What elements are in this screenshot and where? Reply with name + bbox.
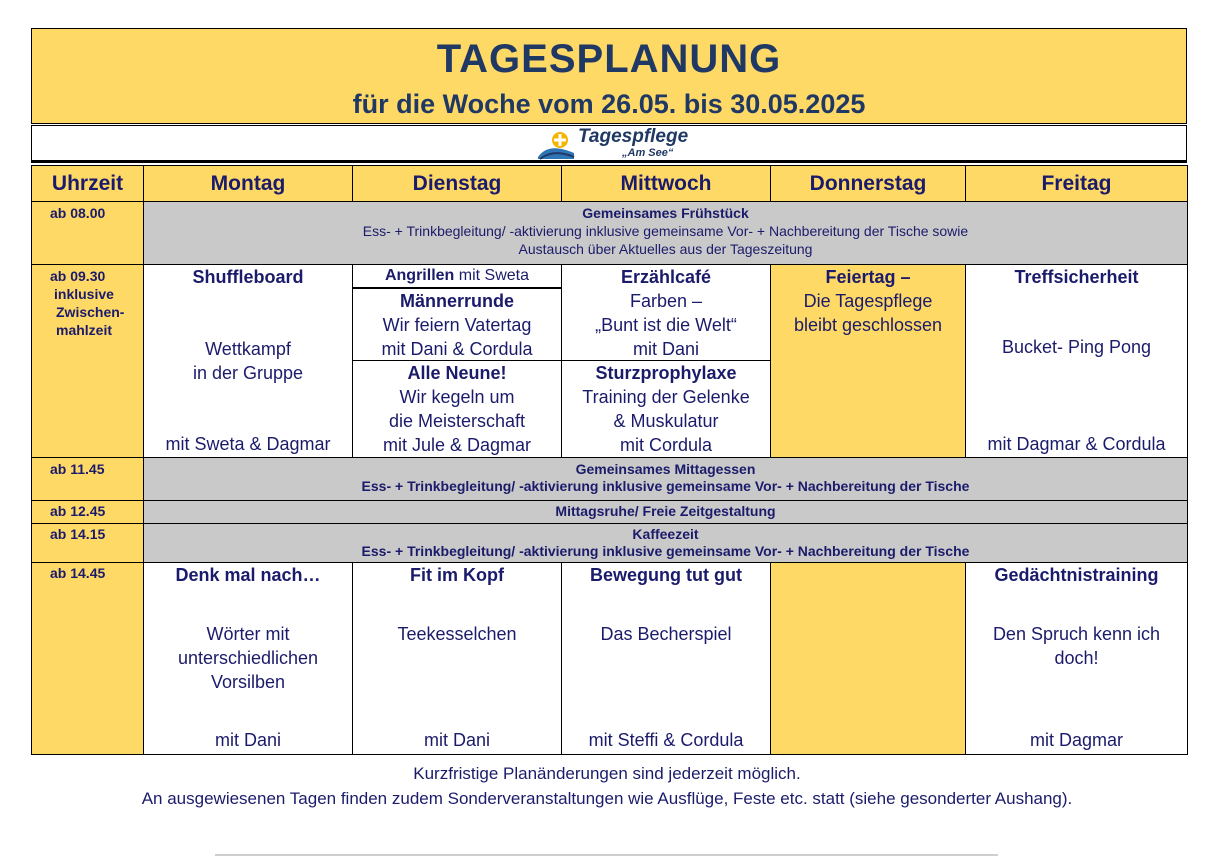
sun-lake-logo-icon: [536, 129, 576, 161]
activity-title: Alle Neune!: [407, 363, 507, 383]
schedule-table: [31, 165, 1188, 755]
activity-staff: mit Dagmar & Cordula: [987, 434, 1166, 454]
time-cell: ab 11.45: [32, 458, 144, 501]
lunch-cell: [144, 458, 1188, 501]
activity-staff: mit Sweta & Dagmar: [165, 434, 331, 454]
activity-cell-friday: [966, 265, 1188, 458]
time-note-line: mahlzeit: [56, 322, 113, 338]
activity-staff: mit Dagmar: [1029, 730, 1123, 750]
description-line: mit Cordula: [619, 435, 713, 455]
description-line: Farben –: [629, 291, 703, 311]
logo-bar: [31, 125, 1187, 163]
activity-staff: mit Steffi & Cordula: [588, 730, 744, 750]
title-banner: [31, 28, 1187, 124]
col-header-thursday: Donnerstag: [771, 166, 966, 202]
coffee-title: Kaffeezeit: [632, 526, 699, 542]
subactivity-bowling: [353, 361, 561, 457]
row-0800: [32, 202, 1188, 265]
activity-cell-tuesday: [353, 265, 562, 458]
time-cell: ab 14.15: [32, 524, 144, 563]
activity-title: Shuffleboard: [192, 267, 304, 287]
activity-cell-wednesday: [562, 265, 771, 458]
description-line: unterschiedlichen: [177, 647, 319, 668]
activity-title: Angrillen: [384, 267, 455, 284]
activity-description: Teekesselchen: [397, 623, 517, 644]
activity-cell-friday: [966, 563, 1188, 755]
activity-title: Fit im Kopf: [410, 565, 504, 585]
lunch-line: Ess- + Trinkbegleitung/ -aktivierung inklusive gemeinsame Vor- + Nachbereitung der Tische: [361, 478, 970, 494]
activity-description: [144, 337, 352, 385]
activity-description: Das Becherspiel: [600, 623, 732, 644]
activity-cell-monday: [144, 563, 353, 755]
breakfast-line-1: Ess- + Trinkbegleitung/ -aktivierung inklusive gemeinsame Vor- + Nachbereitung der Tische sowie: [362, 223, 969, 239]
time-note-line: Zwischen-: [56, 304, 125, 320]
rest-cell: Mittagsruhe/ Freie Zeitgestaltung: [144, 501, 1188, 524]
col-header-monday: Montag: [144, 166, 353, 202]
time-note-line: inklusive: [54, 286, 114, 302]
description-line: Den Spruch kenn ich: [992, 623, 1161, 644]
description-line: Wörter mit: [206, 623, 290, 644]
activity-title: Männerrunde: [399, 291, 514, 311]
activity-staff: mit Sweta: [458, 267, 530, 284]
description-line: bleibt geschlossen: [793, 315, 943, 335]
description-line: Wir kegeln um: [399, 387, 515, 407]
activity-title: Treffsicherheit: [1014, 267, 1139, 287]
description-line: Wettkampf: [205, 338, 291, 359]
subactivity-fall-prevention: [562, 361, 770, 457]
description-line: Wir feiern Vatertag: [382, 315, 532, 335]
time-cell: ab 08.00: [32, 202, 144, 265]
description-line: die Meisterschaft: [388, 411, 526, 431]
description-line: in der Gruppe: [192, 362, 304, 383]
breakfast-cell: [144, 202, 1188, 265]
logo-subtitle: „Am See“: [622, 147, 674, 159]
coffee-line: Ess- + Trinkbegleitung/ -aktivierung inklusive gemeinsame Vor- + Nachbereitung der Tische: [361, 543, 970, 559]
activity-cell-monday: [144, 265, 353, 458]
time-label: ab 09.30: [50, 268, 106, 284]
page-title: TAGESPLANUNG: [436, 37, 782, 81]
activity-title: Gedächtnistraining: [994, 565, 1159, 585]
activity-cell-thursday: [771, 265, 966, 458]
row-0930: [32, 265, 1188, 458]
coffee-cell: [144, 524, 1188, 563]
activity-cell-wednesday: [562, 563, 771, 755]
activity-description: Bucket- Ping Pong: [1001, 336, 1152, 357]
description-line: mit Dani: [632, 339, 699, 359]
row-1145: [32, 458, 1188, 501]
activity-title: Erzählcafé: [620, 267, 712, 287]
time-cell: ab 12.45: [32, 501, 144, 524]
description-line: „Bunt ist die Welt“: [595, 315, 737, 335]
subactivity-grilling: [353, 265, 561, 289]
subactivity-storytelling-cafe: [562, 265, 770, 361]
col-header-time: Uhrzeit: [32, 166, 144, 202]
description-line: Training der Gelenke: [582, 387, 750, 407]
lunch-title: Gemeinsames Mittagessen: [575, 461, 756, 477]
col-header-tuesday: Dienstag: [353, 166, 562, 202]
col-header-wednesday: Mittwoch: [562, 166, 771, 202]
activity-title: Bewegung tut gut: [590, 565, 742, 585]
activity-staff: mit Dani: [423, 730, 490, 750]
activity-staff: mit Dani: [214, 730, 281, 750]
time-cell: [32, 265, 144, 458]
breakfast-line-2: Austausch über Aktuelles aus der Tageszeitung: [518, 241, 813, 257]
footer-note-1: Kurzfristige Planänderungen sind jederzeit möglich.: [413, 764, 801, 783]
footer-note-2: An ausgewiesenen Tagen finden zudem Sonderveranstaltungen wie Ausflüge, Feste etc. statt (siehe gesonderter Aushang).: [141, 789, 1073, 808]
subactivity-mens-group: [353, 289, 561, 361]
breakfast-title: Gemeinsames Frühstück: [582, 205, 749, 221]
page-subtitle: für die Woche vom 26.05. bis 30.05.2025: [352, 89, 866, 119]
activity-cell-tuesday: [353, 563, 562, 755]
col-header-friday: Freitag: [966, 166, 1188, 202]
activity-description: [966, 622, 1187, 670]
description-line: mit Dani & Cordula: [381, 339, 533, 359]
time-cell: ab 14.45: [32, 563, 144, 755]
activity-description: [144, 622, 352, 694]
bottom-divider: [215, 854, 998, 856]
row-1415: [32, 524, 1188, 563]
description-line: Die Tagespflege: [803, 291, 933, 311]
holiday-title: Feiertag –: [825, 267, 911, 287]
activity-title: Denk mal nach…: [175, 565, 321, 585]
activity-title: Sturzprophylaxe: [595, 363, 737, 383]
description-line: doch!: [1054, 647, 1099, 668]
logo-name: Tagespflege: [578, 126, 689, 147]
header-row: [32, 166, 1188, 202]
row-1445: [32, 563, 1188, 755]
description-line: Vorsilben: [210, 671, 286, 692]
activity-cell-thursday-empty: [771, 563, 966, 755]
description-line: & Muskulatur: [613, 411, 719, 431]
row-1245: [32, 501, 1188, 524]
description-line: mit Jule & Dagmar: [382, 435, 532, 455]
